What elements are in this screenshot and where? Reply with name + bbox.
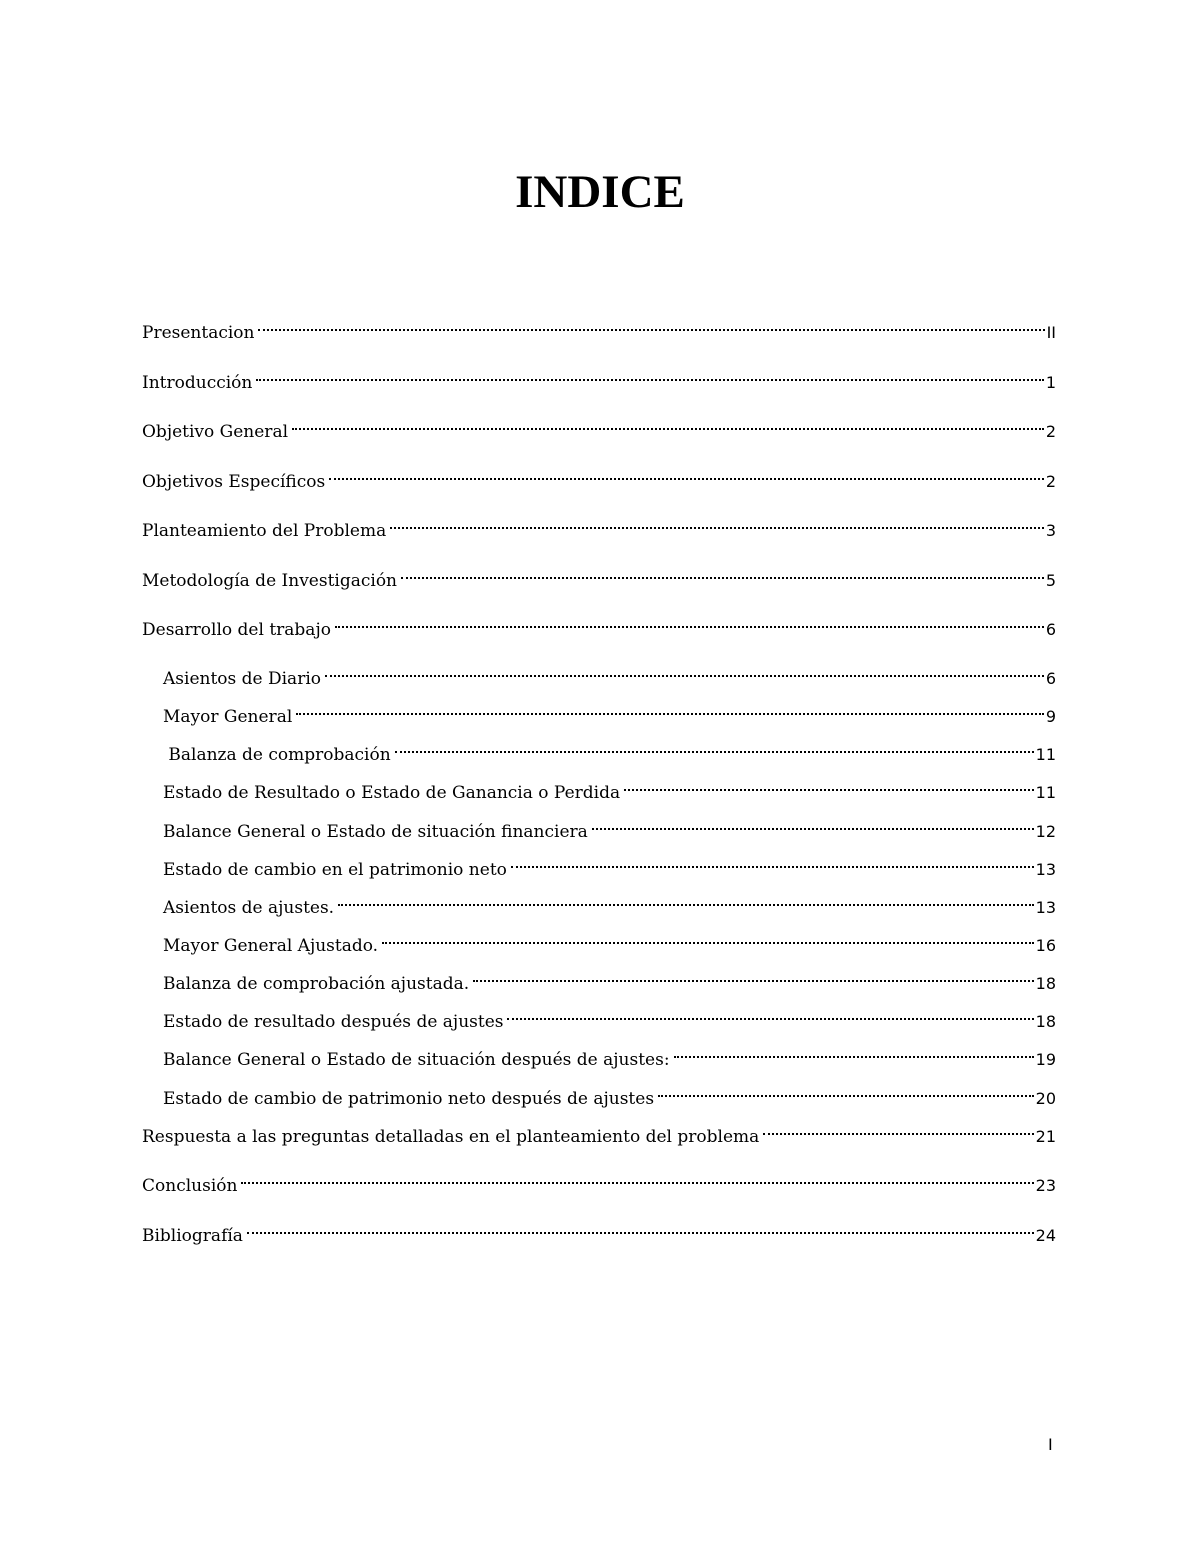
toc-entry-balanza-ajustada[interactable] [163,963,1056,994]
toc-entry-balance-general-ajustes[interactable] [163,1039,1056,1070]
toc-entry-page: 2 [1045,422,1056,441]
toc-entry-page: 18 [1035,974,1056,993]
toc-entry-label: Conclusión [142,1176,238,1196]
dot-leader [258,312,1044,338]
toc-entry-balanza-comprobacion[interactable] [163,734,1056,765]
toc-entry-mayor-general[interactable] [163,696,1056,727]
dot-leader [395,734,1034,760]
toc-entry-label: Bibliografía [142,1226,243,1246]
toc-entry-asientos-diario[interactable] [163,658,1056,689]
dot-leader [256,362,1043,388]
toc-entry-page: 24 [1035,1226,1056,1245]
dot-leader [296,696,1044,722]
dot-leader [241,1165,1033,1191]
dot-leader [624,772,1034,798]
toc-entry-metodologia[interactable] [142,560,1056,591]
toc-entry-asientos-ajustes[interactable] [163,887,1056,918]
toc-entry-respuesta-preguntas[interactable] [142,1116,1056,1147]
toc-entry-planteamiento[interactable] [142,510,1056,541]
toc-entry-label: Balance General o Estado de situación financiera [163,822,588,842]
toc-entry-label: Presentacion [142,323,255,343]
toc-entry-label: Estado de cambio en el patrimonio neto [163,860,507,880]
toc-entry-objetivo-general[interactable] [142,411,1056,442]
dot-leader [511,849,1034,875]
dot-leader [658,1078,1034,1104]
dot-leader [390,510,1044,536]
toc-entry-page: 19 [1035,1050,1056,1069]
toc-entry-label: Balanza de comprobación [163,745,391,765]
dot-leader [292,411,1044,437]
dot-leader [592,811,1034,837]
toc-entry-page: 16 [1035,936,1056,955]
toc-entry-page: 12 [1035,822,1056,841]
toc-entry-label: Objetivos Específicos [142,472,326,492]
toc-entry-label: Asientos de Diario [163,669,321,689]
toc-entry-label: Objetivo General [142,422,289,442]
dot-leader [382,925,1034,951]
toc-entry-estado-cambio-ajustes[interactable] [163,1078,1056,1109]
toc-entry-mayor-general-ajustado[interactable] [163,925,1056,956]
toc-entry-page: 3 [1045,521,1056,540]
toc-entry-page: 23 [1035,1176,1056,1195]
toc-entry-label: Estado de cambio de patrimonio neto después de ajustes [163,1089,655,1109]
toc-entry-page: 6 [1045,669,1056,688]
toc-entry-introduccion[interactable] [142,362,1056,393]
toc-entry-label: Mayor General Ajustado. [163,936,379,956]
toc-entry-label: Respuesta a las preguntas detalladas en el planteamiento del problema [142,1127,760,1147]
toc-entry-page: 11 [1035,783,1056,802]
toc-entry-page: II [1046,323,1056,342]
toc-entry-label: Balanza de comprobación ajustada. [163,974,470,994]
toc-entry-objetivos-especificos[interactable] [142,461,1056,492]
toc-entry-conclusion[interactable] [142,1165,1056,1196]
toc-entry-bibliografia[interactable] [142,1215,1056,1246]
dot-leader [247,1215,1034,1241]
toc-entry-presentacion[interactable] [142,312,1056,343]
toc-entry-label: Introducción [142,373,253,393]
dot-leader [401,560,1044,586]
toc-entry-page: 11 [1035,745,1056,764]
toc-entry-label: Planteamiento del Problema [142,521,387,541]
toc-entry-page: 1 [1045,373,1056,392]
toc-entry-page: 21 [1035,1127,1056,1146]
toc-entry-estado-cambio-patrimonio[interactable] [163,849,1056,880]
toc-entry-page: 13 [1035,898,1056,917]
toc-entry-page: 20 [1035,1089,1056,1108]
toc-entry-estado-resultado[interactable] [163,772,1056,803]
toc-entry-label: Asientos de ajustes. [163,898,335,918]
dot-leader [329,461,1044,487]
toc-entry-label: Mayor General [163,707,293,727]
toc-entry-desarrollo[interactable] [142,609,1056,640]
toc-entry-label: Balance General o Estado de situación después de ajustes: [163,1050,670,1070]
toc-entry-page: 2 [1045,472,1056,491]
toc-entry-page: 18 [1035,1012,1056,1031]
dot-leader [674,1039,1034,1065]
page-number: I [1048,1435,1053,1454]
toc-entry-label: Metodología de Investigación [142,571,398,591]
toc-entry-label: Desarrollo del trabajo [142,620,331,640]
toc-entry-page: 5 [1045,571,1056,590]
dot-leader [325,658,1044,684]
toc-entry-label: Estado de Resultado o Estado de Ganancia o Perdida [163,783,621,803]
toc-entry-page: 13 [1035,860,1056,879]
dot-leader [473,963,1033,989]
dot-leader [335,609,1044,635]
toc-entry-page: 6 [1045,620,1056,639]
dot-leader [507,1001,1033,1027]
toc-entry-estado-resultado-ajustes[interactable] [163,1001,1056,1032]
dot-leader [338,887,1034,913]
dot-leader [763,1116,1033,1142]
toc-entry-page: 9 [1045,707,1056,726]
toc-entry-label: Estado de resultado después de ajustes [163,1012,504,1032]
page-title: INDICE [515,166,685,218]
toc-entry-balance-general[interactable] [163,811,1056,842]
